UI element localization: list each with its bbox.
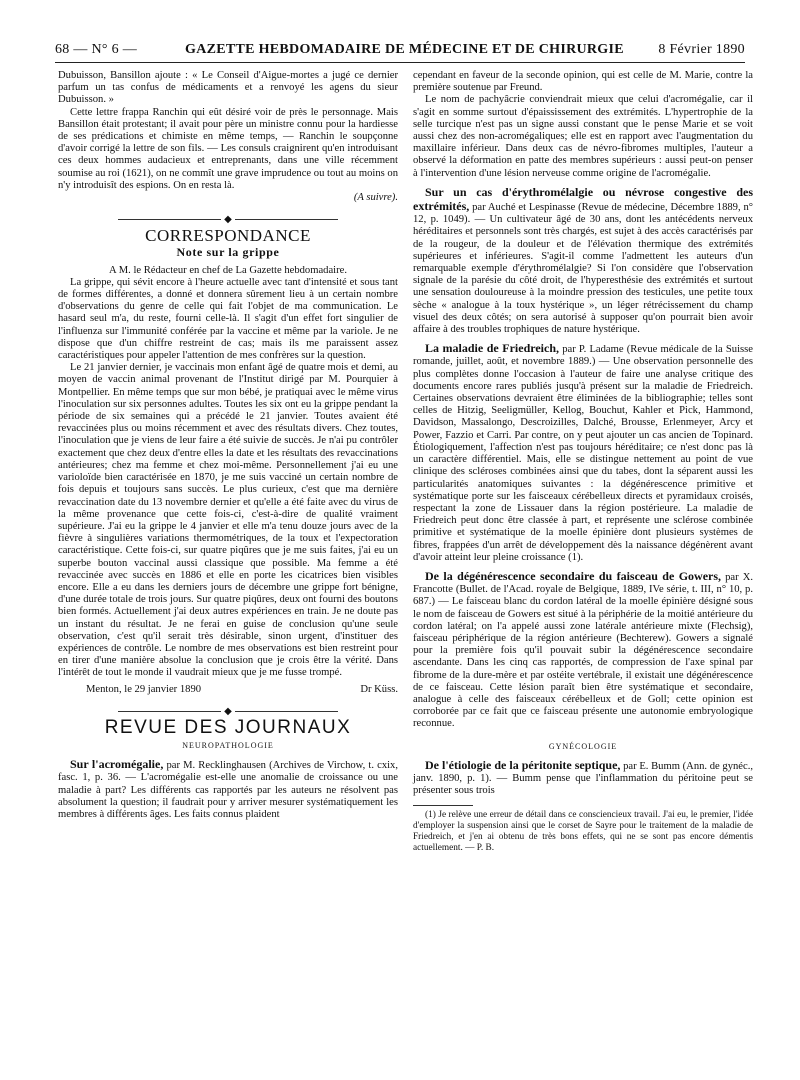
- paragraph: cependant en faveur de la seconde opinion, qui est celle de M. Marie, contre la première soutenue par Freund.: [413, 70, 753, 94]
- article-body: par X. Francotte (Bullet. de l'Acad. royale de Belgique, 1889, IVe série, t. III, n° 10, p. 687.) — Le faisceau blanc du cordon latéral de la moelle épinière désigné sous le nom de faisceau de Gowers est situé à la périphérie de la moitié antérieure du cordon latéral; on l'a appelé aussi zone latérale antérieure mixte (Flechsig), faisceau périphérique de la région antérieure (Bechterew). Gowers a signalé pour la première fois qu'il pouvait subir la dégénérescence secondaire ascendante. Dans les cinq cas rapportés, de compression de l'axe spinal par fibrome de la dure-mère et par ostéite vertébrale, il existait une dégénérescence de ce faisceau. Cette lésion paraît bien être systématique et secondaire, analogue à celle des faisceaux cérébelleux et de Goll; cette opinion est corroborée par ce fait que ce faisceau présente une autonomie embryologique reconnue.: [413, 571, 753, 730]
- article-body: par E. Bumm (Ann. de gynéc., janv. 1890, p. 1). — Bumm pense que l'inflammation du péritoine peut se présenter sous trois: [413, 760, 753, 797]
- category-label-gynecologie: GYNÉCOLOGIE: [548, 741, 618, 751]
- category-label-neuropathologie: NEUROPATHOLOGIE: [182, 740, 274, 750]
- section-title-correspondance: CORRESPONDANCE: [145, 226, 311, 246]
- signature: Dr Küss.: [360, 683, 398, 695]
- note-title: Note sur la grippe: [176, 245, 280, 260]
- section-title-revue: REVUE DES JOURNAUX: [104, 716, 352, 738]
- article-acromegalie: [58, 758, 398, 821]
- paragraph: Le 21 janvier dernier, je vaccinais mon enfant âgé de quatre mois et demi, au moyen de vaccin animal provenant de l'Institut dirigé par M. Pourquier à Montpellier. En même temps que sur mon bébé, je pratiquai avec le même virus l'inoculation sur six personnes adultes. Toutes les six ont eu la grippe pendant la période de six semaines qui a précédé le 21 janvier. Toutes avaient été revaccinées plus ou moins récemment et avec des résultats divers. Chez toutes, l'inoculation que je viens de leur faire a été suivie de succès. Je n'ai pu contrôler exactement que chez deux d'entre elles la date et les résultats des revaccinations antérieures; chez ma femme et chez moi-même. Personnellement j'ai eu une varioloïde bien caractérisée en 1870, je me suis vacciné un certain nombre de fois depuis et toujours sans succès. Le plus curieux, c'est que ma dernière revaccination date du 13 novembre dernier et qu'elle a été faite avec du virus de la même provenance que cette fois-ci, c'est-à-dire de qualité vraiment supérieure. J'ai eu la grippe le 4 janvier et elle m'a tenu douze jours avec de la fièvre à singulières variations thermométriques, de la toux et l'expectoration caractéristique. Cette fois-ci, sur quatre piqûres que je me suis faites, j'ai eu un superbe bouton vaccinal aussi classique que possible. Ma femme a été revaccinée avec succès en 1886 et elle en porte les cicatrices bien visibles encore. Elle a eu dans les derniers jours de décembre une grippe fort bénigne, d'une durée totale de trois jours. Sur quatre piqûres, deux ont fourni des boutons bien formés. Actuellement j'ai deux autres expériences en train. Je ne doute pas un instant du résultat. Je ne ferai en guise de conclusion qu'une seule observation, c'est qu'il serait très désirable, sinon urgent, d'instituer des expériences de contrôle. Le nombre de mes observations est bien restreint pour en tirer d'une manière absolue la conclusion que je crois être la vérité. Dans l'intérêt de tout le monde il vaudrait mieux que je me fusse trompé.: [58, 362, 398, 679]
- article-heading: La maladie de Friedreich,: [425, 341, 560, 356]
- issue-date: 8 Février 1890: [658, 42, 745, 57]
- signature-block: [58, 684, 398, 696]
- paragraph: Cette lettre frappa Ranchin qui eût désiré voir de près le personnage. Mais Bansillon était protestant; il avait pour père un ministre connu pour la hardiesse de ses prédications et chimiste en même temps, — Ranchin le soupçonne d'avoir corrigé la lettre de son fils. — Les consuls craignirent qu'en introduisant ces deux hommes audacieux et entreprenants, dans une ville récemment soumise au roi (1621), on ne commît une grave imprudence ou tout au moins on n'y introduisît des espions. On en resta là.: [58, 106, 398, 191]
- article-heading: Sur l'acromégalie,: [70, 757, 164, 772]
- paragraph: Le nom de pachyâcrie conviendrait mieux que celui d'acromégalie, car il s'agit en somme surtout d'épaississement des extrémités. L'hypertrophie de la selle turcique n'est pas un signe aussi constant que le pense Marie et se voit aussi chez des non-acromégaliques; elle est en rapport avec l'augmentation du maxillaire inférieur. Dans deux cas de névro-fibromes multiples, l'auteur a observé la déformation en patte des membres supérieurs : aussi peut-on penser à l'intervention d'une lésion nerveuse comme origine de l'acromégalie.: [413, 94, 753, 179]
- right-column: [413, 70, 753, 854]
- footnote-rule: [413, 805, 473, 806]
- article-heading: De la dégénérescence secondaire du faisceau de Gowers,: [425, 568, 722, 583]
- article-body: par M. Recklinghausen (Archives de Virchow, t. cxix, fasc. 1, p. 36. — L'acromégalie est-elle une anomalie de croissance ou une maladie à part? Les différents cas rapportés par les auteurs ne résolvent pas absolument la question; il faudrait pour y arriver mesurer systématiquement les membres à différents âges. Les faits connus plaident: [58, 760, 398, 820]
- article-gowers: [413, 570, 753, 731]
- article-body: par Auché et Lespinasse (Revue de médecine, Décembre 1889, n° 12, p. 1049). — Un cultivateur âgé de 30 ans, dont les antécédents nerveux héréditaires et personnels sont très chargés, est sujet à des accès caractérisés par de la rougeur, de la douleur et de l'élévation thermique des extrémités supérieures et inférieures. S'agit-il comme l'admettent les auteurs d'un remarquable exemple d'érythromélalgie? Si l'on considère que l'observation signale de la parésie du côté droit, de l'hyperesthésie des extrémités et surtout une sensation douloureuse à la moindre pression des testicules, une petite toux sèche « analogue à la toux hystérique », un léger rétrécissement du champ visuel des deux côtés; on sera autorisé à supposer qu'on pourrait bien avoir affaire à des troubles trophiques de nature hystérique.: [413, 202, 753, 336]
- section-divider: [58, 706, 398, 716]
- diamond-ornament: ◆: [221, 214, 235, 225]
- article-erythromelalgie: [413, 186, 753, 336]
- left-column: [58, 70, 398, 821]
- footnote: (1) Je relève une erreur de détail dans ce consciencieux travail. J'ai eu, le premier, l'idée d'employer la suspension ainsi que le corset de Sayre pour le traitement de la maladie de Friedreich, et j'en ai obtenu de très bons effets, qui ne se sont pas encore démentis actuellement. — P. B.: [413, 810, 753, 854]
- article-body: par P. Ladame (Revue médicale de la Suisse romande, juillet, août, et novembre 1889.) — Une observation personnelle des plus complètes donne l'occasion à l'auteur de faire une analyse critique des documents encore rares publiés jusqu'à présent sur la maladie de Friedreich. Certaines observations devraient être éliminées de la bibliographie; telles sont celles de Hitzig, Seeligmüller, Kellog, Bouchut, Kahler et Pick, Hammond, Davidson, Massalongo, Descroizilles, Dalché, Brousse, Erlenmeyer, Arcy et Power, Fazzio et Carri. Par contre, on y peut ajouter un cas ancien de Topinard. Étiologiquement, l'affection n'est pas toujours héréditaire; ce n'est donc pas là un caractère différentiel. Mais, elle se distingue nettement au point de vue clinique des scléroses combinées ainsi que du tabes, dont la séparent aussi les particularités anatomiques suivantes : la dégénérescence primitive et systématique porte sur les faisceaux cérébelleux directs et pyramidaux croisés, respectant la zone de Lissauer dans la région postérieure. La maladie de Friedreich peut donc être classée à part, et représente une sclérose combinée primitive et systématique de la moelle épinière dont plusieurs systèmes de fibres, frappées d'un arrêt de développement dès la naissance dégénèrent avant d'avoir atteint leur pleine croissance (1).: [413, 344, 753, 563]
- paragraph: La grippe, qui sévit encore à l'heure actuelle avec tant d'intensité et sous tant de formes différentes, a donné et donnera sûrement lieu à un certain nombre d'observations du genre de celle qui fait l'objet de ma communication. Le hasard seul m'a, du reste, fourni celle-là. Il s'agit d'un effet fort singulier de l'influenza sur l'immunité conférée par la vaccine et même par la variole. Je ne dispose que d'un chiffre restreint de cas; mais ils me paraissent assez caractéristiques pour appeler l'attention de mes confrères sur la question.: [58, 276, 398, 362]
- article-peritonite: [413, 759, 753, 798]
- journal-title: GAZETTE HEBDOMADAIRE DE MÉDECINE ET DE CHIRURGIE: [185, 42, 624, 57]
- page-number: 68 — N° 6 —: [55, 42, 138, 57]
- addressee: A M. le Rédacteur en chef de La Gazette hebdomadaire.: [109, 264, 347, 276]
- section-divider: [58, 214, 398, 224]
- diamond-ornament: ◆: [221, 706, 235, 717]
- article-heading: De l'étiologie de la péritonite septique,: [425, 757, 621, 772]
- paragraph: Dubuisson, Bansillon ajoute : « Le Conseil d'Aigue-mortes a jugé ce dernier parfum un tas confus de médicaments et a renvoyé les agens du sieur Dubuisson. »: [58, 70, 398, 106]
- page-header: [55, 40, 745, 62]
- place-date: Menton, le 29 janvier 1890: [86, 683, 202, 695]
- article-heading: Sur un cas d'érythromélalgie ou névrose congestive des extrémités,: [413, 184, 753, 214]
- article-friedreich: [413, 342, 753, 564]
- continuation-note: (A suivre).: [353, 192, 398, 204]
- header-rule: [55, 62, 745, 63]
